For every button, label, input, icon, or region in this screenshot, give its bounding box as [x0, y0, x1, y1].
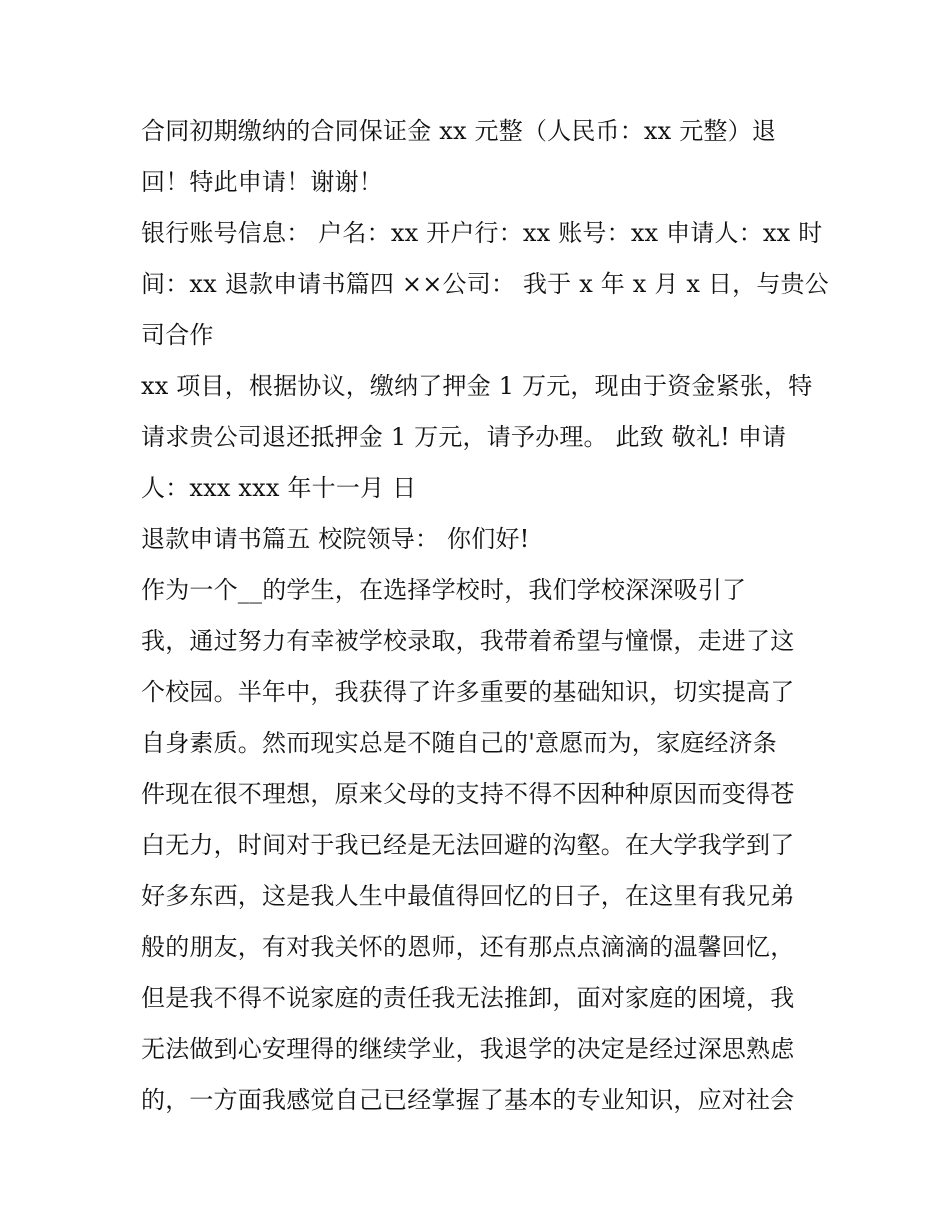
text-line: 但是我不得不说家庭的责任我无法推卸，面对家庭的困境，我	[141, 984, 795, 1012]
text-line: 司合作	[141, 321, 214, 349]
text-line: 的，一方面我感觉自己已经掌握了基本的专业知识，应对社会	[141, 1086, 795, 1114]
text-line: 请求贵公司退还抵押金 1 万元，请予办理。 此致 敬礼! 申请	[141, 423, 787, 451]
text-line: 我，通过努力有幸被学校录取，我带着希望与憧憬，走进了这	[141, 627, 795, 655]
text-line: 般的朋友，有对我关怀的恩师，还有那点点滴滴的温馨回忆，	[141, 933, 795, 961]
text-line: 人：xxx xxx 年十一月 日	[141, 474, 417, 502]
text-line: 白无力，时间对于我已经是无法回避的沟壑。在大学我学到了	[141, 831, 795, 859]
document-body	[141, 106, 829, 1126]
text-line: 好多东西，这是我人生中最值得回忆的日子，在这里有我兄弟	[141, 882, 795, 910]
text-line: 自身素质。然而现实总是不随自己的'意愿而为，家庭经济条	[141, 729, 777, 757]
text-line: xx 项目，根据协议，缴纳了押金 1 万元，现由于资金紧张，特	[141, 372, 813, 400]
text-line: 退款申请书篇五 校院领导： 你们好!	[141, 525, 530, 553]
text-line: 间：xx 退款申请书篇四 ××公司： 我于 x 年 x 月 x 日，与贵公	[141, 270, 829, 298]
text-line: 个校园。半年中，我获得了许多重要的基础知识，切实提高了	[141, 678, 795, 706]
text-line: 合同初期缴纳的合同保证金 xx 元整（人民币：xx 元整）退	[141, 117, 777, 145]
text-line: 银行账号信息： 户名：xx 开户行：xx 账号：xx 申请人：xx 时	[141, 219, 823, 247]
text-line: 回！特此申请！谢谢！	[141, 168, 383, 196]
text-line: 作为一个__的学生，在选择学校时，我们学校深深吸引了	[141, 576, 747, 604]
text-line: 件现在很不理想，原来父母的支持不得不因种种原因而变得苍	[141, 780, 795, 808]
text-line: 无法做到心安理得的继续学业，我退学的决定是经过深思熟虑	[141, 1035, 795, 1063]
